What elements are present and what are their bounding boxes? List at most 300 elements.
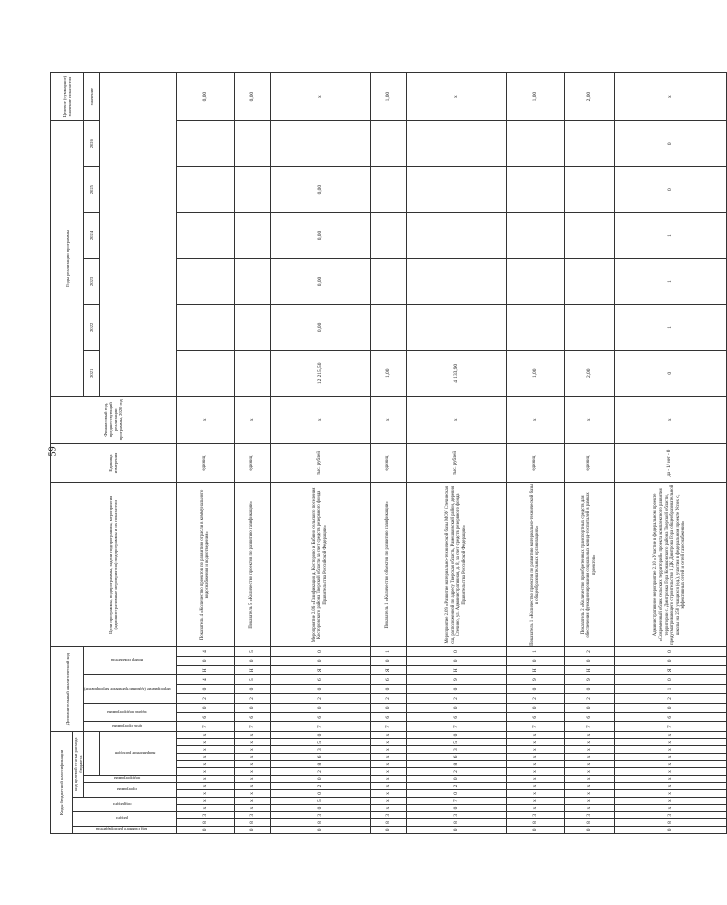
code-cell: х	[234, 745, 270, 752]
code-cell: х	[176, 745, 234, 752]
unit-cell: единиц	[370, 443, 406, 483]
year-value-cell	[506, 166, 564, 212]
code-cell: х	[564, 804, 614, 811]
code-cell: х	[614, 782, 726, 789]
year-value-cell: 0,00	[270, 304, 370, 350]
codes-header: Коды бюджетной классификации	[51, 731, 73, 833]
extra-code-cell: 0	[370, 684, 406, 693]
unit-cell: да - 1/ нет - 0	[614, 443, 726, 483]
year-2021-header: 2021	[84, 350, 100, 396]
year-value-cell: 0,00	[270, 166, 370, 212]
extra-code-cell: 1	[370, 646, 406, 655]
code-cell: х	[176, 753, 234, 760]
code-cell: х	[614, 760, 726, 767]
year-value-cell	[234, 258, 270, 304]
year-value-cell: 0	[614, 166, 726, 212]
rotated-page	[47, 72, 687, 834]
code-cell: х	[176, 775, 234, 782]
extra-code-cell: 0	[234, 656, 270, 665]
extra-col-measure: мероприятие (административное мероприятие)	[84, 674, 177, 702]
year-value-cell	[176, 166, 234, 212]
year-value-cell	[176, 350, 234, 396]
code-cell: х	[370, 738, 406, 745]
extra-code-cell: 7	[564, 721, 614, 730]
year-value-cell: 2,00	[564, 350, 614, 396]
code-cell: х	[370, 760, 406, 767]
extra-code-cell: 0	[234, 684, 270, 693]
page-number: 59	[47, 446, 59, 457]
code-cell: 5	[270, 797, 370, 804]
code-cell: х	[564, 760, 614, 767]
code-cell: 8	[270, 760, 370, 767]
year-value-cell: 0	[614, 120, 726, 166]
subsection-header: подраздел	[73, 797, 177, 812]
table-row	[270, 72, 370, 833]
extra-code-cell: 4	[176, 646, 234, 655]
extra-code-cell: 1	[506, 646, 564, 655]
code-cell: 3	[270, 811, 370, 818]
row-name-cell: Мероприятие 2.06 «Газификация д. Косторово и Бабино сельского поселения Косторовского района Тверской области за счет средств резервного фонда Правительства Российской Федерации»	[270, 482, 370, 646]
code-cell: х	[614, 775, 726, 782]
financial-year-cell: х	[270, 396, 370, 443]
year-value-cell: 0	[614, 350, 726, 396]
code-cell: 0	[406, 731, 506, 738]
extra-code-cell: 0	[270, 703, 370, 712]
extra-code-cell: 2	[270, 693, 370, 702]
extra-code-cell: 7	[614, 721, 726, 730]
year-value-cell	[370, 212, 406, 258]
code-cell: х	[614, 731, 726, 738]
code-cell: х	[234, 731, 270, 738]
direction-header: направление расходов	[99, 731, 176, 775]
extra-code-cell: 0	[506, 703, 564, 712]
year-value-cell	[506, 258, 564, 304]
target-value-cell: 1,00	[506, 72, 564, 120]
code-cell: х	[370, 731, 406, 738]
extra-code-cell: 0	[176, 684, 234, 693]
code-cell: 0	[234, 826, 270, 833]
year-value-cell	[564, 120, 614, 166]
target-article-header: код целевой статьи расхода бюджета	[73, 731, 84, 797]
extra-code-header: Дополнительный аналитический код	[51, 646, 84, 731]
target-value-cell: х	[270, 72, 370, 120]
year-value-cell	[406, 166, 506, 212]
code-cell: х	[506, 767, 564, 774]
code-cell: х	[564, 767, 614, 774]
extra-code-cell: 0	[370, 656, 406, 665]
table-row	[564, 72, 614, 833]
code-cell: х	[614, 789, 726, 796]
year-value-cell	[506, 212, 564, 258]
code-cell: х	[370, 797, 406, 804]
code-cell: 0	[270, 731, 370, 738]
extra-code-cell: 0	[406, 684, 506, 693]
code-cell: 0	[370, 826, 406, 833]
extra-code-cell: 6	[234, 712, 270, 721]
extra-code-cell: Я	[270, 665, 370, 674]
code-cell: 2	[406, 767, 506, 774]
financial-year-cell: х	[614, 396, 726, 443]
code-cell: х	[564, 789, 614, 796]
table-row	[370, 72, 406, 833]
target-header: Целевое (суммарное) значение показателя	[51, 72, 84, 120]
unit-cell: единиц	[506, 443, 564, 483]
code-cell: 7	[406, 797, 506, 804]
extra-code-cell: 6	[270, 712, 370, 721]
year-2026-header: 2026	[84, 120, 100, 166]
code-cell: 6	[270, 753, 370, 760]
year-value-cell	[564, 304, 614, 350]
name-header: Цели программы, подпрограммы, задачи подпрограммы, мероприятия (административные мероприятия) подпрограммы и их показатели	[51, 482, 177, 646]
code-cell: х	[176, 804, 234, 811]
extra-code-cell: 0	[370, 703, 406, 712]
row-name-cell: Показатель 2 «Количество приобретенных транспортных средств для обеспечения функционирования социальных ковид-госпиталей в рамках проектов»	[564, 482, 614, 646]
code-cell: х	[506, 745, 564, 752]
target-value-cell: 0,00	[176, 72, 234, 120]
code-cell: х	[234, 760, 270, 767]
code-cell: 8	[270, 818, 370, 825]
extra-code-cell: 6	[564, 712, 614, 721]
code-cell: 6	[406, 753, 506, 760]
code-cell: х	[370, 775, 406, 782]
code-cell: х	[370, 804, 406, 811]
extra-code-cell: 2	[564, 693, 614, 702]
table-row	[176, 72, 234, 833]
code-cell: 3	[406, 745, 506, 752]
year-value-cell: 1,00	[370, 350, 406, 396]
code-header: код главного распорядителя	[73, 826, 177, 833]
extra-code-cell: 0	[614, 656, 726, 665]
code-cell: 2	[406, 782, 506, 789]
year-value-cell: 12 215,50	[270, 350, 370, 396]
extra-code-cell: 0	[270, 684, 370, 693]
code-cell: х	[564, 745, 614, 752]
year-value-cell	[176, 258, 234, 304]
code-cell: 8	[406, 818, 506, 825]
extra-col-task: задача подпрограммы	[84, 703, 177, 722]
code-cell: х	[234, 797, 270, 804]
extra-code-cell: 0	[506, 684, 564, 693]
direction-header-top	[84, 731, 100, 775]
extra-code-cell: 0	[564, 684, 614, 693]
years-header: Годы реализации программы	[51, 120, 84, 396]
section-header: раздел	[73, 811, 177, 826]
code-cell: х	[370, 767, 406, 774]
row-name-cell: Административное мероприятие 2.10 «Участие в федеральном проекте «Современный облик сельских территорий» проекта комплексного развития территории с. Дмитровка Гора Конаковского района Тверской области, предусматривающего строительство 1 ДК Дмитрова Гора общеобразовательной школы на 250 учащихся (ед.), участия в федеральном проекте Успех с, эффективных сетей и сетей газоснабжения»	[614, 482, 726, 646]
target-value-cell: 1,00	[370, 72, 406, 120]
extra-code-cell: 2	[370, 693, 406, 702]
code-cell: 8	[176, 818, 234, 825]
extra-code-cell: 5	[234, 646, 270, 655]
code-cell: 0	[406, 804, 506, 811]
code-cell: х	[564, 775, 614, 782]
code-cell: х	[176, 767, 234, 774]
extra-code-cell: 4	[176, 674, 234, 683]
year-2022-header: 2022	[84, 304, 100, 350]
code-cell: х	[234, 738, 270, 745]
code-cell: х	[506, 760, 564, 767]
code-cell: х	[234, 789, 270, 796]
program-header: программа	[84, 782, 177, 797]
code-cell: 3	[234, 811, 270, 818]
code-cell: 2	[270, 767, 370, 774]
code-cell: 8	[506, 818, 564, 825]
extra-code-cell: Я	[614, 665, 726, 674]
code-cell: х	[370, 745, 406, 752]
code-cell: х	[506, 797, 564, 804]
row-name-cell: Показатель 1 «Количество проектов по развитию материально-технической базы в общеобразовательных организациях»	[506, 482, 564, 646]
code-cell: х	[176, 789, 234, 796]
code-cell: 5	[270, 738, 370, 745]
code-cell: х	[506, 804, 564, 811]
code-cell: х	[614, 767, 726, 774]
code-cell: х	[176, 797, 234, 804]
financial-year-cell: х	[564, 396, 614, 443]
code-cell: х	[614, 745, 726, 752]
row-name-cell: Показатель 1 «Количество объектов по развитию газификации»	[370, 482, 406, 646]
year-value-cell: 1	[614, 258, 726, 304]
code-cell: 0	[564, 826, 614, 833]
code-cell: х	[234, 775, 270, 782]
code-cell: х	[506, 775, 564, 782]
unit-cell: единиц	[234, 443, 270, 483]
code-cell: 0	[406, 789, 506, 796]
code-cell: х	[564, 797, 614, 804]
extra-code-cell: 0	[614, 674, 726, 683]
extra-code-cell: 0	[614, 646, 726, 655]
extra-code-cell: 0	[270, 656, 370, 665]
code-cell: 3	[270, 745, 370, 752]
unit-cell: тыс. рублей	[406, 443, 506, 483]
code-cell: 3	[506, 811, 564, 818]
code-cell: х	[370, 782, 406, 789]
extra-code-cell: 9	[406, 674, 506, 683]
extra-code-cell: 0	[176, 656, 234, 665]
unit-cell: единиц	[564, 443, 614, 483]
year-value-cell	[406, 258, 506, 304]
row-name-cell: Показатель 5 «Количество проектов по развитию газификации»	[234, 482, 270, 646]
row-name-cell: Мероприятие 2.09 «Развитие материально-технической базы МОУ Стечинская сш, расположенной по адресу Тверская область, Рамешковский район, деревня Стечино, ул. Административная, д. 8, за счет средств резервного фонда Правительства Российской Федерации»	[406, 482, 506, 646]
extra-code-cell: 9	[506, 674, 564, 683]
extra-code-cell: Н	[406, 665, 506, 674]
extra-code-cell: 2	[234, 693, 270, 702]
extra-code-cell: 0	[406, 703, 506, 712]
code-cell: 3	[370, 811, 406, 818]
code-cell: х	[506, 753, 564, 760]
extra-code-cell: 6	[176, 712, 234, 721]
code-cell: х	[506, 789, 564, 796]
code-cell: х	[176, 782, 234, 789]
year-value-cell	[176, 304, 234, 350]
extra-code-cell: 2	[176, 693, 234, 702]
extra-code-cell: 2	[614, 693, 726, 702]
extra-code-cell: 0	[506, 656, 564, 665]
year-value-cell	[564, 258, 614, 304]
code-cell: 0	[506, 826, 564, 833]
code-cell: х	[614, 797, 726, 804]
financial-year-cell: х	[370, 396, 406, 443]
year-value-cell	[506, 120, 564, 166]
code-cell: 3	[406, 811, 506, 818]
code-cell: х	[506, 782, 564, 789]
extra-code-cell: 2	[506, 693, 564, 702]
extra-code-cell: 1	[614, 684, 726, 693]
year-value-cell: 4 133,90	[406, 350, 506, 396]
code-cell: х	[176, 738, 234, 745]
year-value-cell	[370, 304, 406, 350]
extra-code-cell: 7	[506, 721, 564, 730]
code-cell: 8	[370, 818, 406, 825]
extra-code-cell: 7	[370, 721, 406, 730]
financial-year-cell: х	[234, 396, 270, 443]
code-cell: х	[564, 753, 614, 760]
table-row	[614, 72, 726, 833]
code-cell: 5	[406, 738, 506, 745]
code-cell: 8	[614, 818, 726, 825]
year-value-cell	[406, 304, 506, 350]
code-cell: х	[564, 731, 614, 738]
code-cell: х	[614, 753, 726, 760]
target-value-cell: х	[614, 72, 726, 120]
code-cell: х	[506, 738, 564, 745]
target-value-cell: 0,00	[234, 72, 270, 120]
code-cell: 3	[564, 811, 614, 818]
financial-year-header: Финансовый год, предшествующий реализации программы, 2020 год	[51, 396, 177, 443]
code-cell: 3	[614, 811, 726, 818]
extra-code-cell: 6	[370, 674, 406, 683]
year-value-cell: 0,00	[270, 212, 370, 258]
year-value-cell	[370, 166, 406, 212]
year-value-cell	[406, 212, 506, 258]
extra-code-cell: 5	[234, 674, 270, 683]
code-cell: х	[234, 767, 270, 774]
year-value-cell	[176, 212, 234, 258]
extra-code-cell: 0	[270, 646, 370, 655]
code-cell: х	[176, 760, 234, 767]
year-value-cell	[506, 304, 564, 350]
extra-col-indicator-number: номер показателя	[84, 646, 177, 674]
code-cell: х	[234, 782, 270, 789]
extra-code-cell: 9	[564, 674, 614, 683]
extra-code-cell: 0	[564, 656, 614, 665]
extra-code-cell: Н	[234, 665, 270, 674]
target-value-header: значение	[84, 72, 100, 120]
year-2024-header: 2024	[84, 212, 100, 258]
extra-code-cell: 7	[406, 721, 506, 730]
code-cell: х	[234, 804, 270, 811]
extra-code-cell: 0	[176, 703, 234, 712]
code-cell: х	[370, 753, 406, 760]
extra-code-cell: Н	[176, 665, 234, 674]
unit-cell: единиц	[176, 443, 234, 483]
year-value-cell	[564, 212, 614, 258]
year-value-cell: 1,00	[506, 350, 564, 396]
extra-code-cell: Я	[370, 665, 406, 674]
year-value-cell	[370, 120, 406, 166]
year-value-cell: 1	[614, 304, 726, 350]
year-value-cell: 0,00	[270, 258, 370, 304]
unit-header: Единица измерения	[51, 443, 177, 483]
year-value-cell	[176, 120, 234, 166]
year-value-cell	[370, 258, 406, 304]
extra-code-cell: 2	[564, 646, 614, 655]
unit-cell: тыс. рублей	[270, 443, 370, 483]
target-value-cell: 2,00	[564, 72, 614, 120]
extra-code-cell: 6	[370, 712, 406, 721]
extra-code-cell: 6	[406, 712, 506, 721]
code-cell: х	[234, 753, 270, 760]
extra-code-cell: Н	[506, 665, 564, 674]
extra-code-cell: 2	[406, 693, 506, 702]
year-value-cell	[406, 120, 506, 166]
code-cell: 0	[614, 826, 726, 833]
row-name-cell: Показатель 4 «Количество проектов по развитию отрасли в коммунального водоснабжения и водоотведения»	[176, 482, 234, 646]
code-cell: 0	[406, 775, 506, 782]
financial-year-cell: х	[406, 396, 506, 443]
extra-code-cell: 7	[270, 721, 370, 730]
year-2025-header: 2025	[84, 166, 100, 212]
code-cell: х	[614, 738, 726, 745]
years-spacer	[99, 72, 176, 396]
extra-code-cell: Н	[564, 665, 614, 674]
year-2023-header: 2023	[84, 258, 100, 304]
year-value-cell	[234, 120, 270, 166]
extra-code-cell: 0	[234, 703, 270, 712]
code-cell: х	[506, 731, 564, 738]
code-cell: 8	[234, 818, 270, 825]
extra-code-cell: 6	[270, 674, 370, 683]
code-cell: 8	[564, 818, 614, 825]
extra-code-cell: 0	[564, 703, 614, 712]
code-cell: х	[370, 789, 406, 796]
code-cell: 0	[176, 826, 234, 833]
extra-code-cell: 7	[234, 721, 270, 730]
year-value-cell	[234, 350, 270, 396]
extra-code-cell: 7	[176, 721, 234, 730]
code-cell: 2	[270, 782, 370, 789]
extra-code-cell: 0	[406, 646, 506, 655]
table-row	[506, 72, 564, 833]
table-row	[234, 72, 270, 833]
extra-code-cell: 6	[614, 712, 726, 721]
code-cell: 0	[270, 826, 370, 833]
code-cell: 0	[270, 804, 370, 811]
year-value-cell	[234, 212, 270, 258]
extra-col-goal: цель программы	[84, 721, 177, 730]
financial-year-cell: х	[506, 396, 564, 443]
code-cell: 0	[270, 789, 370, 796]
code-cell: 0	[270, 775, 370, 782]
code-cell: 0	[406, 826, 506, 833]
year-value-cell	[234, 166, 270, 212]
code-cell: х	[176, 731, 234, 738]
table-row	[406, 72, 506, 833]
code-cell: 3	[176, 811, 234, 818]
code-cell: х	[564, 782, 614, 789]
extra-code-cell: 6	[506, 712, 564, 721]
code-cell: х	[564, 738, 614, 745]
year-value-cell	[234, 304, 270, 350]
year-value-cell	[270, 120, 370, 166]
year-value-cell	[564, 166, 614, 212]
code-cell: 8	[406, 760, 506, 767]
year-value-cell: 1	[614, 212, 726, 258]
subprogram-header: подпрограмма	[84, 775, 177, 782]
extra-code-cell: 0	[614, 703, 726, 712]
extra-code-cell: 0	[406, 656, 506, 665]
target-value-cell: х	[406, 72, 506, 120]
budget-table	[47, 72, 727, 834]
